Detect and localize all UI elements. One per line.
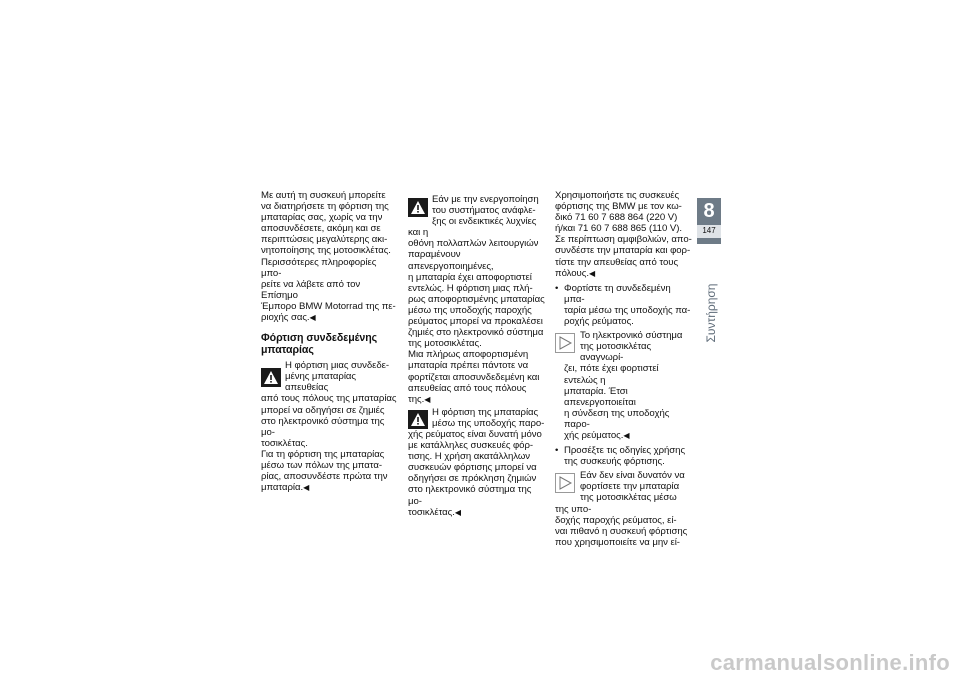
list-item bbox=[555, 283, 692, 327]
section-heading: Φόρτιση συνδεδεμένης μπαταρίας bbox=[261, 332, 378, 357]
note-block bbox=[555, 330, 692, 441]
page-number: 147 bbox=[697, 225, 721, 238]
column-1 bbox=[261, 190, 399, 493]
note-block bbox=[555, 470, 692, 548]
note-text: Το ηλεκτρονικό σύστημα της μοτοσικλέτας αναγνωρί- ζει, πότε έχει φορτιστεί εντελώς η μπαταρία. Έτσι απενεργοποιείται η σύνδεση της υποδοχής παρο- χής ρεύματος.◀ bbox=[564, 330, 683, 441]
warning-text: Η φόρτιση της μπαταρίας μέσω της υποδοχής παρο- χής ρεύματος είναι δυνατή μόνο με κατάλληλες συσκευές φόρ- τισης. Η χρήση ακατάλληλων συσκευών φόρτισης μπορεί να οδηγήσει σε πρόκληση ζημιών στο ηλεκτρονικό σύστημα της μο- τοσικλέτας.◀ bbox=[408, 406, 545, 518]
note-triangle-icon bbox=[555, 473, 575, 493]
note-triangle-icon bbox=[555, 333, 575, 353]
end-mark: ◀ bbox=[623, 430, 630, 440]
chapter-label: Συντήρηση bbox=[704, 283, 718, 343]
warning-block bbox=[408, 194, 546, 349]
end-mark: ◀ bbox=[424, 394, 431, 404]
column-2 bbox=[408, 194, 546, 518]
end-mark: ◀ bbox=[309, 313, 316, 323]
bullet-dot: • bbox=[555, 282, 559, 294]
warning-block bbox=[408, 407, 546, 518]
note-text: Εάν δεν είναι δυνατόν να φορτίσετε την μπαταρία της μοτοσικλέτας μέσω της υπο- δοχής παροχής ρεύματος, εί- ναι πιθανό η συσκευή φόρτισης που χρησιμοποιείτε να μην εί- bbox=[555, 470, 688, 548]
bullet-text: Φορτίστε τη συνδεδεμένη μπα- ταρία μέσω της υποδοχής πα- ροχής ρεύματος. bbox=[564, 282, 691, 328]
intro-paragraph: Με αυτή τη συσκευή μπορείτε να διατηρήσετε τη φόρτιση της μπαταρίας σας, χωρίς να την αποσυνδέσετε, ακόμη και σε περιπτώσεις μεγαλύτερης ακι- νητοποίησης της μοτοσικλέτας. Περισσότερες πληροφορίες μπο- ρείτε να λάβετε από τον Επίσημο Έμπορο BMW Motorrad της πε- ριοχής σας.◀ bbox=[261, 190, 396, 324]
warning-triangle-icon bbox=[261, 368, 281, 387]
bullet-dot: • bbox=[555, 445, 559, 457]
list-item bbox=[555, 445, 692, 467]
bullet-text: Προσέξτε τις οδηγίες χρήσης της συσκευής φόρτισης. bbox=[564, 445, 686, 468]
intro-paragraph: Χρησιμοποιήστε τις συσκευές φόρτισης της BMW με τον κω- δικό 71 60 7 688 864 (220 V) ή/και 71 60 7 688 865 (110 V). Σε περίπτωση αμφιβολιών, απο- συνδέστε την μπαταρία και φορ- τίστε την απευθείας από τους πόλους.◀ bbox=[555, 190, 692, 279]
end-mark: ◀ bbox=[303, 483, 310, 493]
warning-triangle-icon bbox=[408, 198, 428, 217]
body-paragraph: Για τη φόρτιση της μπαταρίας μέσω των πόλων της μπατα- ρίας, αποσυνδέστε πρώτα την μπαταρία.◀ bbox=[261, 448, 388, 494]
warning-triangle-icon bbox=[408, 410, 428, 429]
warning-text: Εάν με την ενεργοποίηση του συστήματος ανάφλε- ξης οι ενδεικτικές λυχνίες και η οθόνη πολλαπλών λειτουργιών παραμένουν απενεργοποιημένες, η μπαταρία έχει αποφορτιστεί εντελώς. Η φόρτιση μιας πλή- ρως αποφορτισμένης μπαταρίας μέσω της υποδοχής παροχής ρεύματος μπορεί να προκαλέσει ζημιές στο ηλεκτρονικό σύστημα της μοτοσικλέτας. bbox=[408, 194, 545, 350]
chapter-tab bbox=[697, 198, 721, 244]
body-paragraph: Μια πλήρως αποφορτισμένη μπαταρία πρέπει πάντοτε να φορτίζεται αποσυνδεδεμένη και απευθείας από τους πόλους της.◀ bbox=[408, 349, 540, 405]
end-mark: ◀ bbox=[588, 268, 596, 278]
column-3 bbox=[555, 190, 692, 548]
watermark: carmanualsonline.info bbox=[710, 650, 950, 675]
warning-text: Η φόρτιση μιας συνδεδε- μένης μπαταρίας απευθείας από τους πόλους της μπαταρίας μπορεί να οδηγήσει σε ζημιές στο ηλεκτρονικό σύστημα της μο- τοσικλέτας. bbox=[261, 360, 397, 449]
warning-block bbox=[261, 360, 399, 449]
chapter-number: 8 bbox=[703, 200, 715, 222]
end-mark: ◀ bbox=[454, 507, 461, 517]
